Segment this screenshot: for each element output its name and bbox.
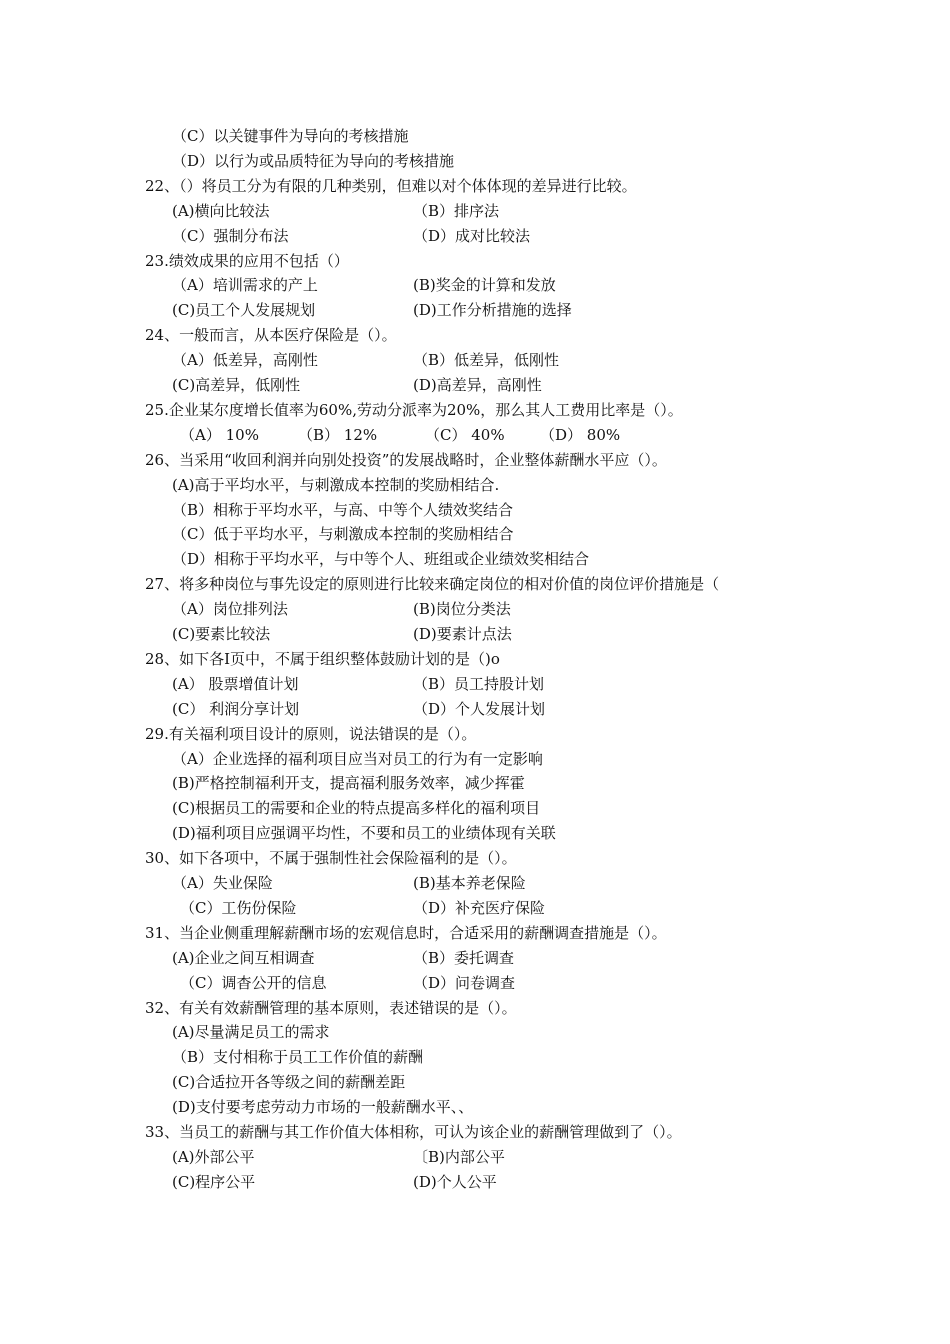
answer-option: （B） 12% xyxy=(298,426,378,444)
answer-option: （D）以行为或品质特征为导向的考核措施 xyxy=(172,152,455,170)
answer-option: （D）相称于平均水平，与中等个人、班组或企业绩效奖相结合 xyxy=(172,550,590,568)
answer-option: （A）岗位排列法 xyxy=(172,600,288,618)
answer-option: (D)福利项目应强调平均性，不要和员工的业绩体现有关联 xyxy=(172,824,556,842)
answer-option: （C）强制分布法 xyxy=(172,227,289,245)
answer-option: （A）企业选择的福利项目应当对员工的行为有一定影响 xyxy=(172,750,543,768)
answer-option: （A）失业保险 xyxy=(172,874,273,892)
answer-option: (B)严格控制福利开支，提高福利服务效率，减少挥霍 xyxy=(172,774,525,792)
answer-option: (C)高差异，低刚性 xyxy=(172,376,301,394)
question-stem: 32、有关有效薪酬管理的基本原则，表述错误的是（）。 xyxy=(145,999,517,1017)
answer-option: （C）低于平均水平，与刺激成本控制的奖励相结合 xyxy=(172,525,514,543)
answer-option: （C） 40% xyxy=(425,426,505,444)
answer-option: （C）以关键事件为导向的考核措施 xyxy=(172,127,409,145)
answer-option: (D)个人公平 xyxy=(413,1173,497,1191)
answer-option: (D)高差异，高刚性 xyxy=(413,376,542,394)
answer-option: （B）排序法 xyxy=(413,202,500,220)
answer-option: （A）低差异，高刚性 xyxy=(172,351,318,369)
question-stem: 33、当员工的薪酬与其工作价值大体相称，可认为该企业的薪酬管理做到了（）。 xyxy=(145,1123,682,1141)
question-stem: 25.企业某尔度增长值率为60%,劳动分派率为20%，那么其人工费用比率是（）。 xyxy=(145,401,683,419)
answer-option: （D）成对比较法 xyxy=(413,227,531,245)
question-stem: 30、如下各项中，不属于强制性社会保险福利的是（）。 xyxy=(145,849,517,867)
answer-option: (C)合适拉开各等级之间的薪酬差距 xyxy=(172,1073,406,1091)
answer-option: (A)企业之间互相调查 xyxy=(172,949,315,967)
question-stem: 22、（）将员工分为有限的几种类别，但难以对个体体现的差异进行比较。 xyxy=(145,177,637,195)
answer-option: （D） 80% xyxy=(540,426,621,444)
question-stem: 26、当采用“收回利润并向别处投资”的发展战略时，企业整体薪酬水平应（）。 xyxy=(145,451,667,469)
answer-option: (A） 股票增值计划 xyxy=(172,675,299,693)
answer-option: (C)要素比较法 xyxy=(172,625,271,643)
question-stem: 29.有关福利项目设计的原则，说法错误的是（）。 xyxy=(145,725,477,743)
answer-option: （A）培训需求的产上 xyxy=(172,276,318,294)
answer-option: （C）调杳公开的信息 xyxy=(180,974,327,992)
answer-option: （B）支付相称于员工工作价值的薪酬 xyxy=(172,1048,424,1066)
answer-option: （D）问卷调查 xyxy=(413,974,516,992)
answer-option: （C）工伤份保险 xyxy=(180,899,297,917)
answer-option: （B）员工持股计划 xyxy=(413,675,545,693)
answer-option: （D）个人发展计划 xyxy=(413,700,546,718)
answer-option: (B)岗位分类法 xyxy=(413,600,511,618)
question-stem: 27、将多种岗位与事先设定的原则进行比较来确定岗位的相对价值的岗位评价措施是（ xyxy=(145,575,720,593)
answer-option: （A） 10% xyxy=(180,426,259,444)
answer-option: (D)要素计点法 xyxy=(413,625,512,643)
answer-option: (C)员工个人发展规划 xyxy=(172,301,316,319)
answer-option: (A)尽量满足员工的需求 xyxy=(172,1023,330,1041)
answer-option: (D)支付要考虑劳动力市场的一般薪酬水平、、 xyxy=(172,1098,474,1116)
answer-option: (A)高于平均水平，与刺激成本控制的奖励相结合. xyxy=(172,476,500,494)
answer-option: (C） 利润分享计划 xyxy=(172,700,300,718)
answer-option: (C)程序公平 xyxy=(172,1173,256,1191)
answer-option: (A)外部公平 xyxy=(172,1148,255,1166)
answer-option: (B)奖金的计算和发放 xyxy=(413,276,556,294)
answer-option: (A)横向比较法 xyxy=(172,202,270,220)
answer-option: (B)基本养老保险 xyxy=(413,874,526,892)
answer-option: （B）委托调查 xyxy=(413,949,515,967)
question-stem: 31、当企业侧重理解薪酬市场的宏观信息时，合适采用的薪酬调查措施是（）。 xyxy=(145,924,667,942)
answer-option: (D)工作分析措施的选择 xyxy=(413,301,572,319)
question-stem: 23.绩效成果的应用不包括（） xyxy=(145,252,349,270)
answer-option: (C)根据员工的需要和企业的特点提高多样化的福利项目 xyxy=(172,799,541,817)
question-stem: 24、一般而言，从本医疗保险是（）。 xyxy=(145,326,397,344)
answer-option: （B）低差异，低刚性 xyxy=(413,351,560,369)
answer-option: 〔B)内部公平 xyxy=(413,1148,505,1166)
answer-option: （B）相称于平均水平，与高、中等个人绩效奖结合 xyxy=(172,501,514,519)
question-stem: 28、如下各I页中，不属于组织整体鼓励计划的是（)o xyxy=(145,650,500,668)
answer-option: （D）补充医疗保险 xyxy=(413,899,546,917)
